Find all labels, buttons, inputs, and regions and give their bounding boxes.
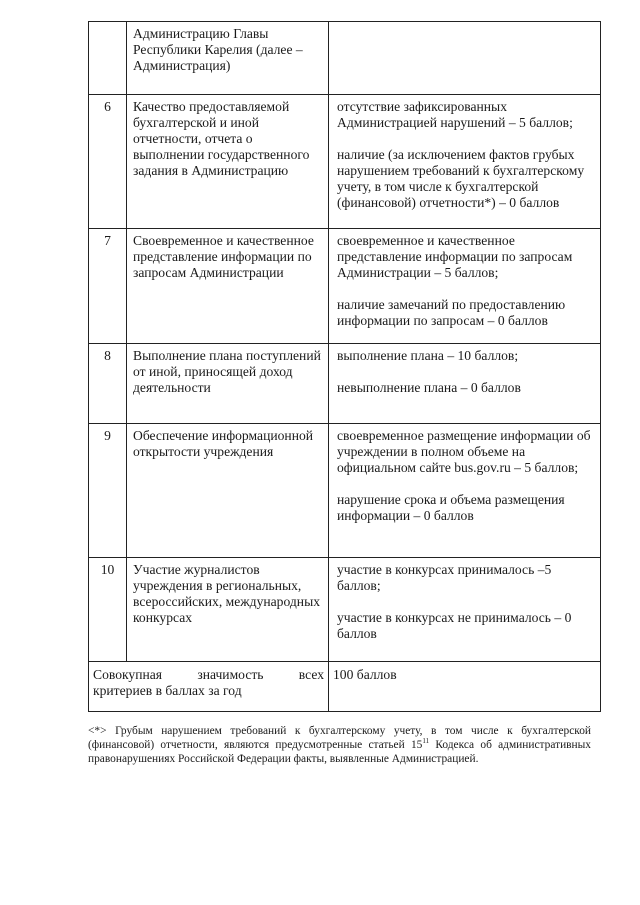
footnote-text-end: Кодекса об административных правонарушениях Российской Федерации факты, выявленные Администрацией.: [88, 739, 591, 765]
total-label: [89, 662, 329, 712]
criterion-name: Своевременное и качественное представление информации по запросам Администрации: [127, 229, 329, 344]
table-row: [89, 95, 601, 229]
row-number: 8: [89, 344, 127, 424]
criterion-name: Участие журналистов учреждения в региональных, всероссийских, международных конкурсах: [127, 558, 329, 662]
criterion-name: Качество предоставляемой бухгалтерской и иной отчетности, отчета о выполнении государственного задания в Администрацию: [127, 95, 329, 229]
row-number: [89, 22, 127, 95]
row-number: 7: [89, 229, 127, 344]
table-row: [89, 229, 601, 344]
row-number: 10: [89, 558, 127, 662]
value-item: невыполнение плана – 0 баллов: [337, 380, 521, 395]
value-item: участие в конкурсах не принималось – 0 баллов: [337, 610, 572, 641]
value-item: наличие (за исключением фактов грубых нарушением требований к бухгалтерскому учету, в том числе к бухгалтерской (финансовой) отчетности*) – 0 баллов: [337, 147, 585, 210]
criteria-table: [88, 21, 601, 712]
value-item: своевременное размещение информации об учреждении в полном объеме на официальном сайте bus.gov.ru – 5 баллов;: [337, 428, 591, 475]
table-row: [89, 22, 601, 95]
criterion-values: [329, 95, 601, 229]
table-row: [89, 344, 601, 424]
row-number: 6: [89, 95, 127, 229]
footnote: [88, 724, 591, 766]
criterion-values: [329, 424, 601, 558]
footnote-superscript: 11: [422, 737, 430, 746]
value-item: отсутствие зафиксированных Администрацией нарушений – 5 баллов;: [337, 99, 573, 130]
criterion-values: [329, 558, 601, 662]
criterion-name: Выполнение плана поступлений от иной, приносящей доход деятельности: [127, 344, 329, 424]
criterion-values: [329, 344, 601, 424]
total-label-line: критериев в баллах за год: [93, 683, 242, 698]
value-item: своевременное и качественное представление информации по запросам Администрации – 5 баллов;: [337, 233, 573, 280]
footnote-text: <*> Грубым нарушением требований к бухгалтерскому учету, в том числе к бухгалтерской (финансовой) отчетности, являются предусмотренные статьей 15: [88, 725, 591, 751]
table-row: [89, 558, 601, 662]
criterion-name: Администрацию Главы Республики Карелия (далее – Администрация): [127, 22, 329, 95]
criterion-values: [329, 229, 601, 344]
value-item: выполнение плана – 10 баллов;: [337, 348, 519, 363]
row-number: 9: [89, 424, 127, 558]
value-item: участие в конкурсах принималось –5 баллов;: [337, 562, 552, 593]
total-label-line: Совокупная значимость всех: [93, 667, 324, 682]
value-item: нарушение срока и объема размещения информации – 0 баллов: [337, 492, 565, 523]
criterion-name: Обеспечение информационной открытости учреждения: [127, 424, 329, 558]
total-value: 100 баллов: [329, 662, 601, 712]
criterion-values: [329, 22, 601, 95]
value-item: наличие замечаний по предоставлению информации по запросам – 0 баллов: [337, 297, 566, 328]
total-row: [89, 662, 601, 712]
table-row: [89, 424, 601, 558]
